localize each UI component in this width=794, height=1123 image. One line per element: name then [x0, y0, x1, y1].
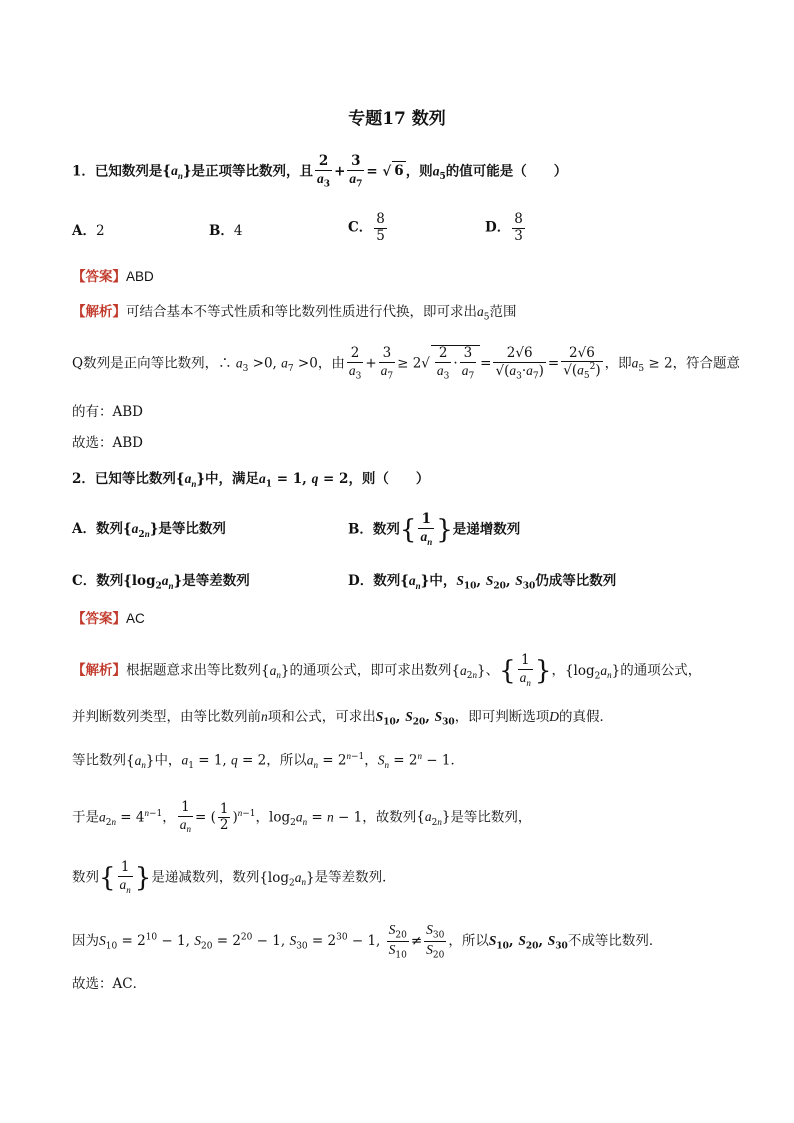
q1-option-c: C． $\frac{8}{5}$ [348, 211, 385, 244]
q1-stem-text: 是正项等比数列，且 [191, 163, 314, 180]
q1-analysis-line-1: 【解析】可结合基本不等式性质和等比数列性质进行代换，即可求出$a_5$范围 [72, 304, 517, 323]
q1-answer [72, 268, 734, 287]
q1-option-b: B．4 [209, 223, 243, 239]
q2-analysis-line-3: 等比数列$\{a_n\}$中，$a_1 = 1$, q = 2，所以$a_n = 2^{n-1}$，$S_n = 2^n - 1$． [72, 751, 464, 772]
q2-answer-value: AC [126, 611, 145, 626]
q1-option-d: D． $\frac{8}{3}$ [485, 211, 523, 244]
q1-stem-text: ，则 [405, 163, 433, 180]
answer-tag: 【答案】 [72, 269, 126, 285]
q1-option-a: A．2 [72, 223, 105, 239]
q1-options [72, 211, 734, 248]
page-title: 专题17 数列 [348, 109, 446, 129]
answer-tag: 【答案】 [72, 611, 126, 627]
q1-analysis-line-3: 的有：ABD [72, 404, 143, 420]
q1-analysis-line-2: Q数列是正向等比数列，∴ $a_3 >0$, $a_7 >0$，由 $\frac{2}{a_3}$ + $\frac{3}{a_7}$ ≥ 2√ $\frac{2}{a_3}$ · $\frac{3}{a_7}$ = $\frac{2√6}{√(a_3\cdot a_7)}$ = $\frac{2√6}{√(a_5^2)}$ ，即$a_5 \ge 2$，符合题意 [72, 344, 741, 382]
q2-analysis-line-6: 因为$S_{10} = 2^{10} - 1$, $S_{20} = 2^{20} - 1$, $S_{30} = 2^{30} - 1$, $\frac{S_{20}}{S_{10}}$ ≠ $\frac{S_{30}}{S_{20}}$ ，所以$S_{10}$, $S_{20}$, $S_{30}$不成等比数列． [72, 922, 663, 961]
q2-option-c: C．数列$\{\log_2a_n\}$是等差数列 [72, 573, 250, 592]
q1-stem-text: 的值可能是（ ） [445, 163, 568, 180]
q2-option-d: D．数列$\{a_n\}$中，$S_{10}$, $S_{20}$, $S_{30}$仍成等比数列 [348, 573, 617, 592]
q2-answer [72, 610, 734, 629]
q1-choose: 故选：ABD [72, 435, 143, 451]
q1-answer-value: ABD [126, 269, 154, 284]
analysis-tag: 【解析】 [72, 304, 126, 320]
q2-analysis-line-1: 【解析】根据题意求出等比数列$\{a_n\}$的通项公式，即可求出数列$\{a_{2n}\}$、{ $\frac{1}{a_n}$ }，$\{\log_2a_n\}$的通项公式， [72, 652, 702, 688]
q2-option-b: B．数列{ $\frac{1}{a_n}$ }是递增数列 [348, 511, 521, 547]
q2-option-a: A．数列$\{a_{2n}\}$是等比数列 [72, 521, 226, 540]
q2-analysis-line-2: 并判断数列类型，由等比数列前n项和公式，可求出$S_{10}$, $S_{20}$, $S_{30}$，即可判断选项D的真假． [72, 709, 613, 728]
question-2-stem: 2．已知等比数列$\{a_n\}$中，满足$a_1 = 1$, q = 2，则（ ） [72, 471, 430, 490]
analysis-tag: 【解析】 [72, 662, 126, 679]
q1-stem-text: 1．已知数列是 [72, 163, 163, 180]
question-1-stem: 1．已知数列是$\{a_n\}$是正项等比数列，且 $\frac{2}{a_3}$ + $\frac{3}{a_7}$ = √ 6 ，则$a_5$的值可能是（ ） [72, 153, 568, 190]
q2-analysis-line-5: 数列{ $\frac{1}{a_n}$ }是递减数列，数列$\{\log_2a_n\}$是等差数列． [72, 859, 396, 895]
q2-analysis-line-4: 于是$a_{2n} = 4^{n-1}$， $\frac{1}{a_n}$ = ( $\frac{1}{2}$ )$^{n-1}$，$\log_2a_n = n - 1$，故数列$\{a_{2n}\}$是等比数列， [72, 799, 532, 835]
q2-choose: 故选：AC． [72, 976, 147, 992]
